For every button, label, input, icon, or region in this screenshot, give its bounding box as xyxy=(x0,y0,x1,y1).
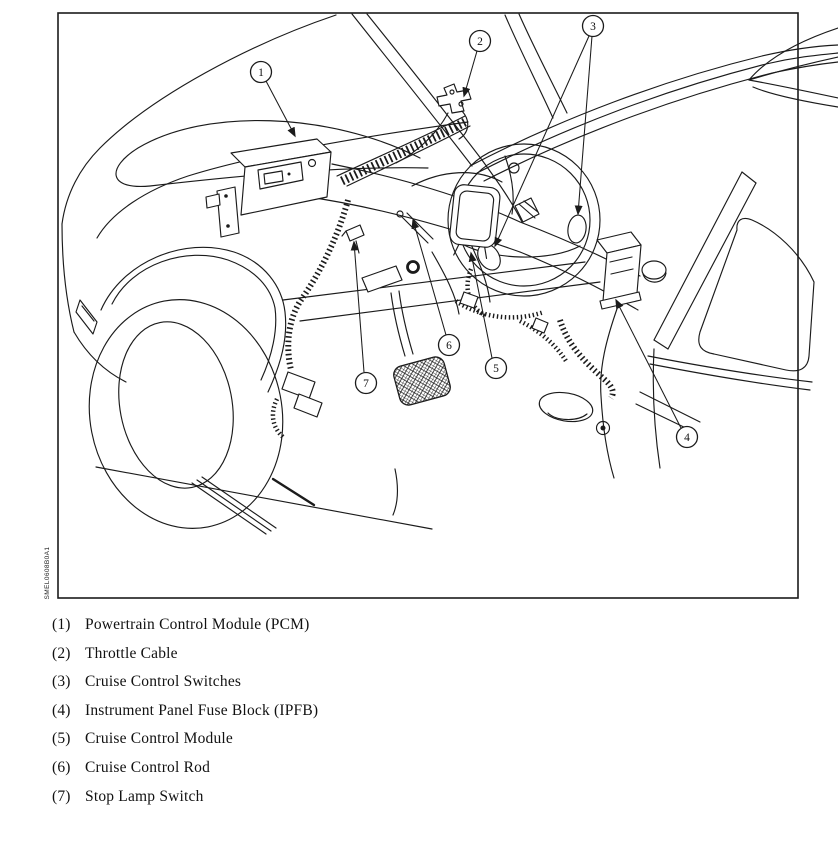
callout-2 xyxy=(464,31,491,97)
legend-item-4 xyxy=(52,702,792,731)
instrument-panel-fuse-block xyxy=(597,232,666,309)
figure-code: SMEL0608B0A1 xyxy=(44,546,51,600)
legend-item-1 xyxy=(52,616,792,645)
legend-item-7 xyxy=(52,788,792,817)
legend-item-number: (2) xyxy=(52,644,71,662)
door-window xyxy=(699,218,814,370)
cowl-harness-band xyxy=(337,116,470,186)
figure-border xyxy=(58,13,798,598)
legend-item-label: Throttle Cable xyxy=(85,644,178,662)
pcm-module xyxy=(206,139,331,237)
legend-item-number: (3) xyxy=(52,673,71,691)
legend-item-6 xyxy=(52,759,792,788)
stop-lamp-switch xyxy=(342,225,364,253)
side-marker-lamp xyxy=(76,300,97,334)
callout-5-number: 5 xyxy=(493,363,499,376)
callout-3-number: 3 xyxy=(590,21,596,34)
callout-3 xyxy=(495,16,604,247)
callout-1 xyxy=(251,62,296,137)
legend-item-label: Cruise Control Switches xyxy=(85,673,242,691)
ignition-knob xyxy=(408,262,419,273)
tire-outer xyxy=(70,283,302,545)
legend-item-label: Cruise Control Rod xyxy=(85,758,211,776)
legend-item-number: (6) xyxy=(52,758,71,776)
parts-legend xyxy=(52,616,792,816)
legend-item-label: Stop Lamp Switch xyxy=(85,787,204,805)
front-wheel xyxy=(70,247,302,545)
legend-item-label: Instrument Panel Fuse Block (IPFB) xyxy=(85,701,319,719)
legend-item-number: (1) xyxy=(52,616,71,633)
legend-item-number: (5) xyxy=(52,730,71,748)
legend-item-5 xyxy=(52,730,792,759)
callout-4 xyxy=(616,300,698,448)
legend-item-label: Cruise Control Module xyxy=(85,730,233,748)
legend-item-number: (7) xyxy=(52,787,71,805)
callout-7-number: 7 xyxy=(363,378,369,391)
callout-7 xyxy=(354,242,377,394)
door-and-pillar xyxy=(601,172,814,478)
legend-item-3 xyxy=(52,673,792,702)
column-knob xyxy=(642,261,666,279)
roof-lines xyxy=(470,28,838,181)
callout-4-number: 4 xyxy=(684,432,690,445)
wheel-opening xyxy=(105,312,247,498)
door-handle xyxy=(537,389,610,435)
legend-item-label: Powertrain Control Module (PCM) xyxy=(85,616,310,633)
legend-item-number: (4) xyxy=(52,701,71,719)
legend-item-2 xyxy=(52,645,792,674)
callout-6-number: 6 xyxy=(446,340,452,353)
callout-1-number: 1 xyxy=(258,67,264,80)
callout-2-number: 2 xyxy=(477,36,483,49)
rocker-sill-lines xyxy=(96,467,432,534)
